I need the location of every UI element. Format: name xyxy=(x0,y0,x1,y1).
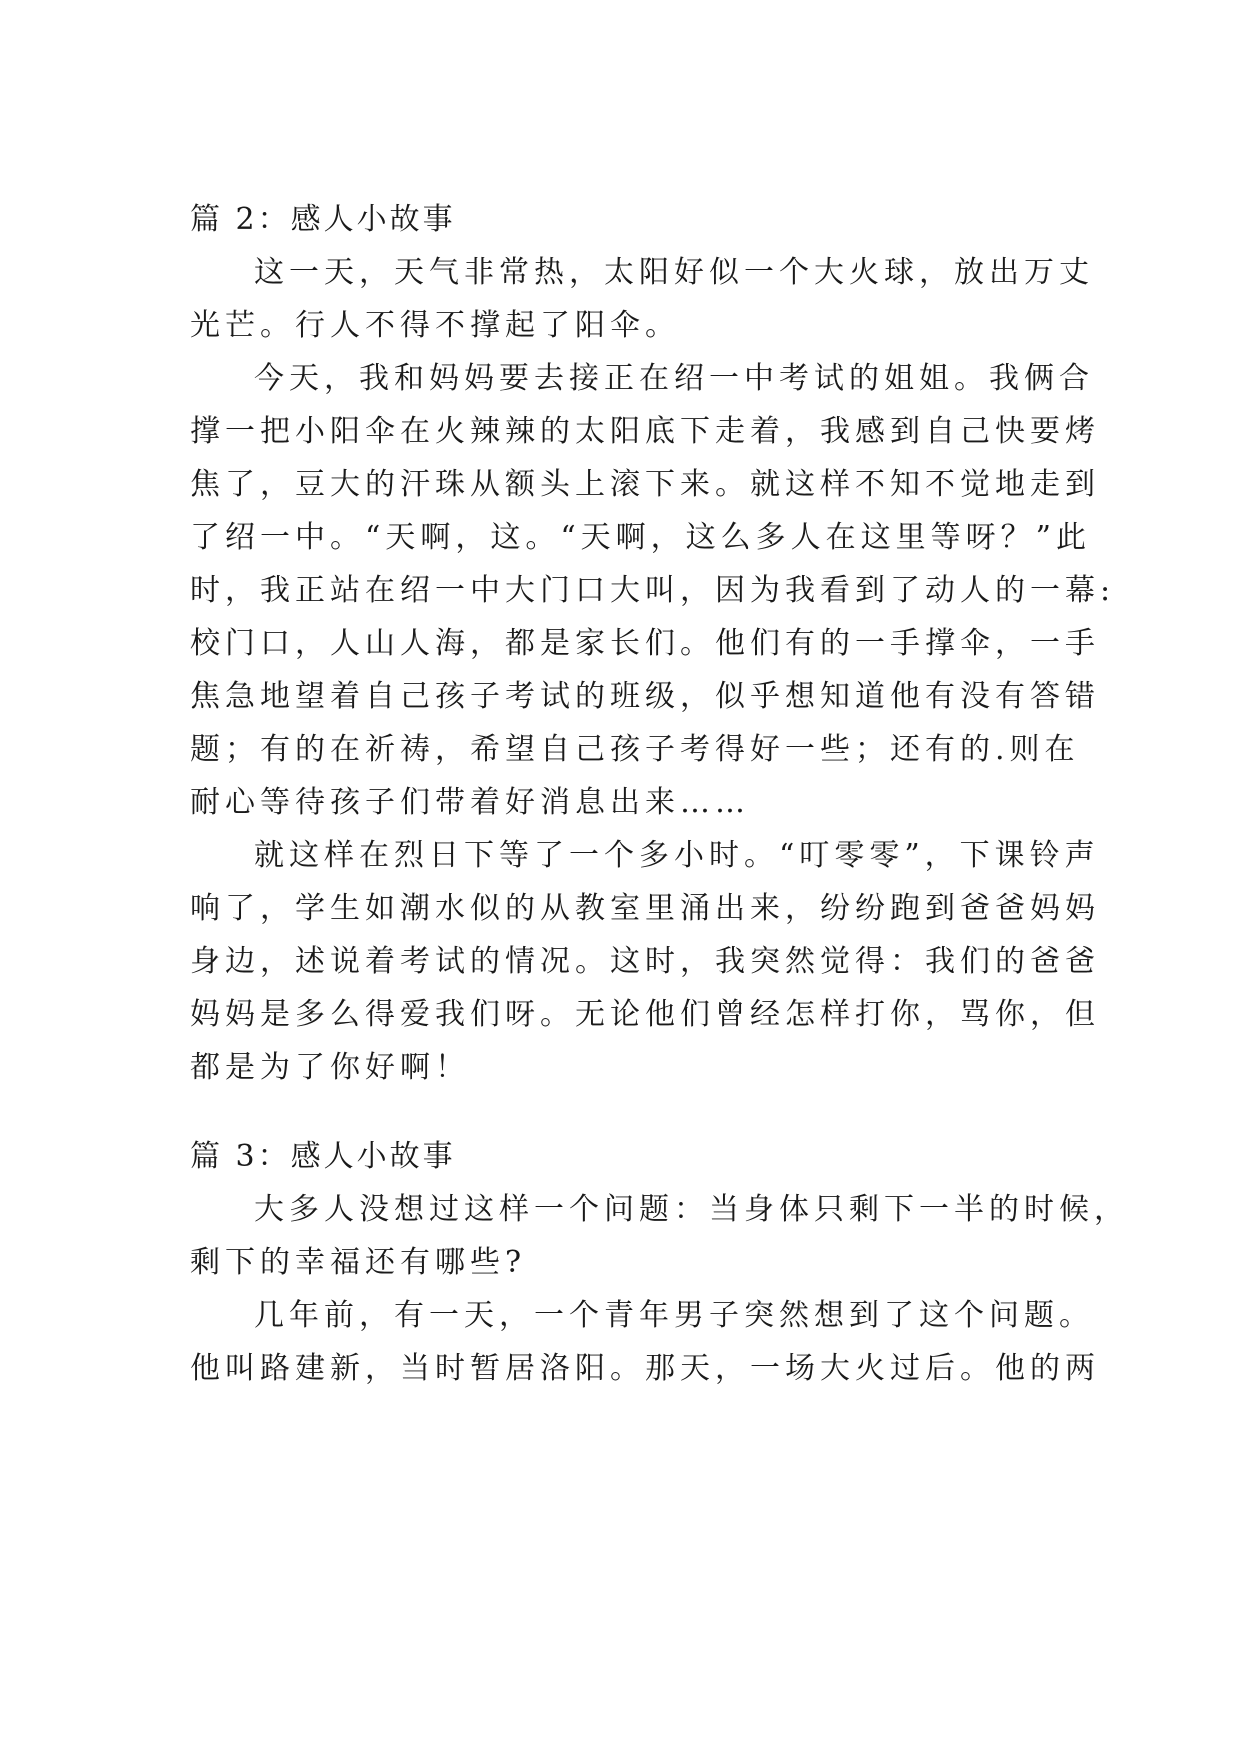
paragraph-line: 都是为了你好啊！ xyxy=(190,1050,470,1085)
section-heading: 篇 3：感人小故事 xyxy=(190,1139,456,1174)
paragraph-line: 身边，述说着考试的情况。这时，我突然觉得：我们的爸爸 xyxy=(190,944,1100,979)
paragraph-line: 响了，学生如潮水似的从教室里涌出来，纷纷跑到爸爸妈妈 xyxy=(190,891,1100,926)
section-heading: 篇 2：感人小故事 xyxy=(190,202,456,237)
paragraph-line: 了绍一中。“天啊，这。“天啊，这么多人在这里等呀？”此 xyxy=(190,520,1092,555)
paragraph-line: 就这样在烈日下等了一个多小时。“叮零零”，下课铃声 xyxy=(254,838,1100,873)
paragraph-line: 剩下的幸福还有哪些? xyxy=(190,1245,527,1280)
paragraph-line: 光芒。行人不得不撑起了阳伞。 xyxy=(190,308,680,343)
paragraph-line: 校门口，人山人海，都是家长们。他们有的一手撑伞，一手 xyxy=(190,626,1100,661)
paragraph-line: 耐心等待孩子们带着好消息出来…… xyxy=(190,785,750,820)
paragraph-line: 焦了，豆大的汗珠从额头上滚下来。就这样不知不觉地走到 xyxy=(190,467,1100,502)
paragraph-line: 今天，我和妈妈要去接正在绍一中考试的姐姐。我俩合 xyxy=(254,361,1094,396)
paragraph-line: 题；有的在祈祷，希望自己孩子考得好一些；还有的.则在 xyxy=(190,732,1080,767)
paragraph-line: 这一天，天气非常热，太阳好似一个大火球，放出万丈 xyxy=(254,255,1094,290)
paragraph-line: 几年前，有一天，一个青年男子突然想到了这个问题。 xyxy=(254,1298,1094,1333)
paragraph-line: 大多人没想过这样一个问题：当身体只剩下一半的时候， xyxy=(254,1192,1129,1227)
paragraph-line: 撑一把小阳伞在火辣辣的太阳底下走着，我感到自己快要烤 xyxy=(190,414,1100,449)
paragraph-line: 他叫路建新，当时暂居洛阳。那天，一场大火过后。他的两 xyxy=(190,1351,1100,1386)
paragraph-line: 妈妈是多么得爱我们呀。无论他们曾经怎样打你，骂你，但 xyxy=(190,997,1100,1032)
paragraph-line: 时，我正站在绍一中大门口大叫，因为我看到了动人的一幕: xyxy=(190,573,1116,608)
paragraph-line: 焦急地望着自己孩子考试的班级，似乎想知道他有没有答错 xyxy=(190,679,1100,714)
